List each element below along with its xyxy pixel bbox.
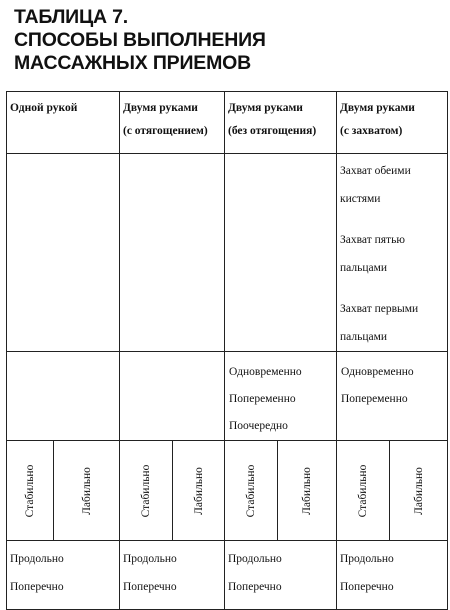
direction-transverse: Поперечно [228,581,282,593]
stability-cell [390,441,448,541]
header-cell-two-hands-unweighted [225,92,337,154]
order-cell-empty [120,352,225,441]
stability-cell [278,441,337,541]
grip-cell-empty [120,154,225,352]
order-item: Попеременно [341,393,408,405]
grip-option-line: Захват обеими [340,165,411,177]
order-cell-empty [7,352,120,441]
stability-label-labile: Лабильно [301,466,313,515]
direction-cell [120,541,225,610]
direction-row [7,541,448,610]
stability-label-labile: Лабильно [192,466,205,515]
header-row [7,92,448,154]
order-item: Одновременно [341,366,414,378]
massage-methods-table [6,91,448,610]
stability-cell [120,441,173,541]
header-cell-one-hand [7,92,120,154]
header-label: Двумя руками [123,102,198,114]
table-title [14,6,266,75]
grip-cell-options [337,154,448,352]
order-item: Поочередно [229,420,288,432]
order-item: Одновременно [229,366,302,378]
order-item: Попеременно [229,393,296,405]
grip-option-line: пальцами [340,262,388,274]
title-line-3: МАССАЖНЫХ ПРИЕМОВ [14,52,251,74]
title-line-1: ТАБЛИЦА 7. [14,6,129,28]
header-sublabel: (с отягощением) [123,125,208,137]
stability-cell [173,441,225,541]
direction-transverse: Поперечно [123,581,177,593]
header-label: Двумя руками [340,102,415,114]
stability-label-labile: Лабильно [80,466,93,515]
stability-label-stable: Стабильно [357,464,369,517]
direction-longitudinal: Продольно [340,553,394,565]
header-sublabel: (с захватом) [340,125,403,137]
stability-cell [7,441,54,541]
header-label: Одной рукой [10,102,78,114]
direction-longitudinal: Продольно [228,553,282,565]
header-cell-two-hands-weighted [120,92,225,154]
stability-cell [225,441,278,541]
stability-label-stable: Стабильно [24,464,36,517]
stability-cell [337,441,390,541]
grip-cell-empty [7,154,120,352]
grip-option-line: Захват первыми [340,303,419,315]
header-sublabel: (без отягощения) [228,125,317,137]
direction-transverse: Поперечно [340,581,394,593]
grip-option-line: пальцами [340,331,388,343]
direction-cell [225,541,337,610]
direction-transverse: Поперечно [10,581,64,593]
header-label: Двумя руками [228,102,303,114]
direction-cell [337,541,448,610]
order-cell-unweighted [225,352,337,441]
header-cell-two-hands-grip [337,92,448,154]
order-row [7,352,448,441]
title-line-2: СПОСОБЫ ВЫПОЛНЕНИЯ [14,29,266,51]
grip-option-line: кистями [340,193,381,205]
grip-row [7,154,448,352]
grip-cell-empty [225,154,337,352]
stability-row [7,441,448,541]
direction-longitudinal: Продольно [10,553,64,565]
order-cell-grip [337,352,448,441]
stability-label-stable: Стабильно [245,464,257,517]
stability-label-stable: Стабильно [140,464,152,517]
direction-cell [7,541,120,610]
stability-label-labile: Лабильно [412,466,425,515]
direction-longitudinal: Продольно [123,553,177,565]
grip-option-line: Захват пятью [340,234,405,246]
stability-cell [54,441,120,541]
